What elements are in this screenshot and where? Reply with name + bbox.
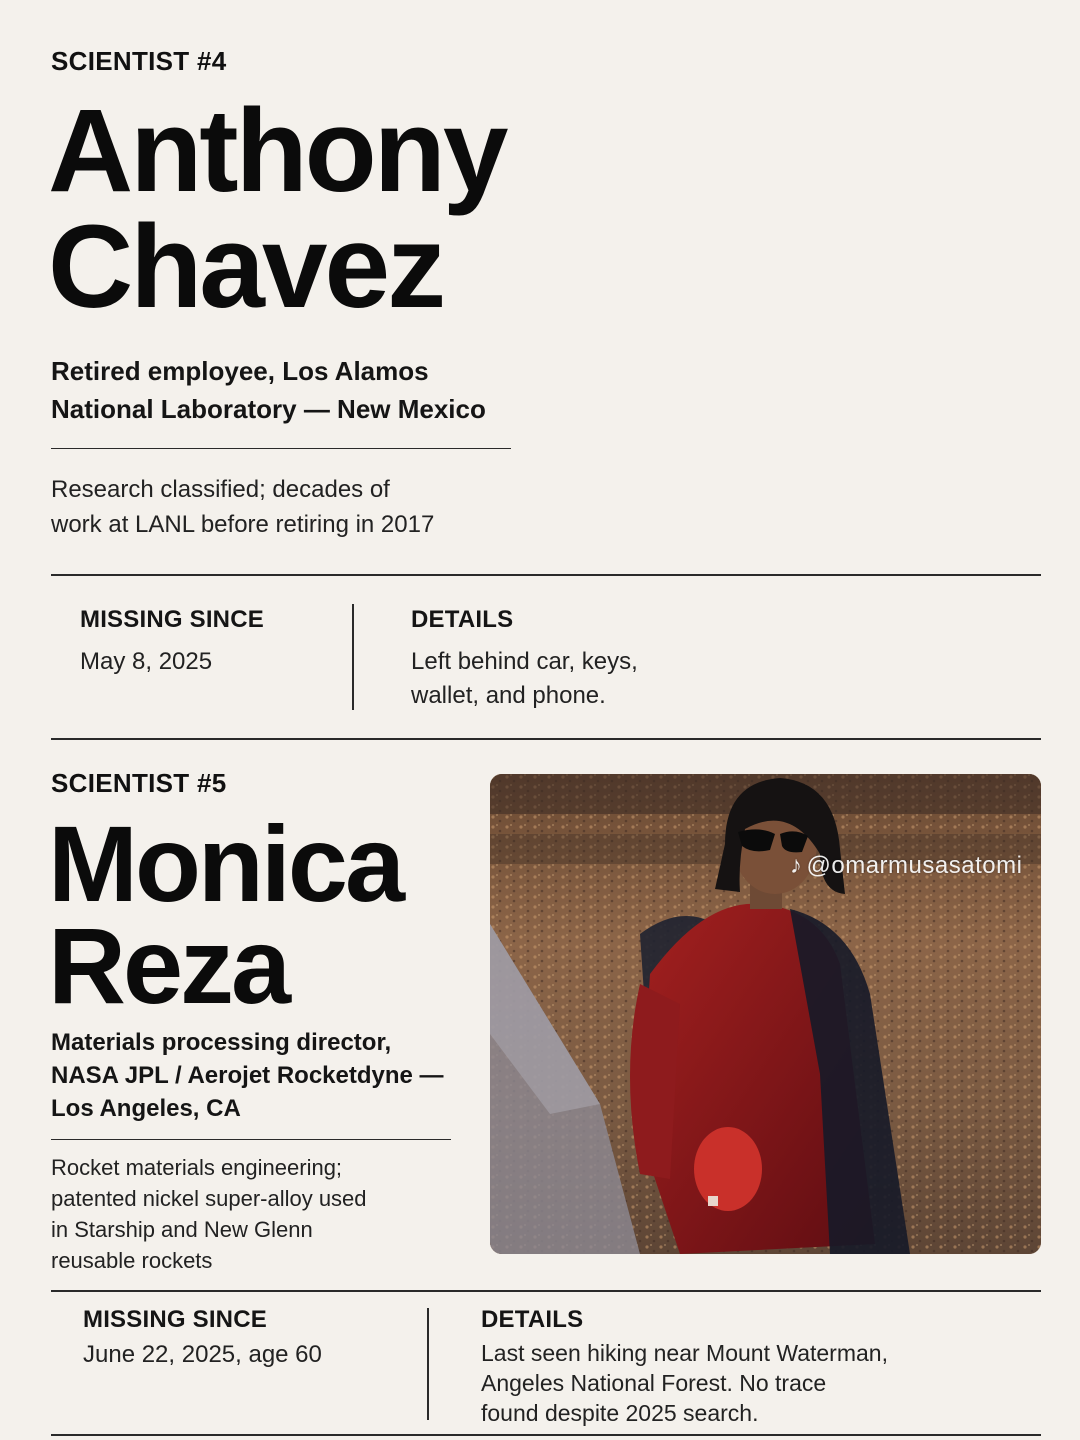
scientist-4-kicker: SCIENTIST #4	[51, 46, 227, 76]
scientist-5-details-line: found despite 2025 search.	[481, 1400, 759, 1426]
scientist-4-first-name: Anthony	[48, 85, 506, 217]
divider	[51, 574, 1041, 576]
scientist-4-role-line: Retired employee, Los Alamos	[51, 356, 429, 386]
divider	[51, 1139, 451, 1140]
scientist-5-summary-line: patented nickel super-alloy used	[51, 1186, 367, 1211]
scientist-5-role-line: NASA JPL / Aerojet Rocketdyne —	[51, 1062, 444, 1089]
tiktok-icon: ♪	[790, 852, 803, 879]
scientist-4-summary-line: work at LANL before retiring in 2017	[51, 511, 435, 538]
divider-vertical	[427, 1308, 429, 1420]
scientist-5-summary-line: reusable rockets	[51, 1248, 213, 1273]
scientist-5-photo	[490, 774, 1041, 1254]
scientist-5-details-line: Last seen hiking near Mount Waterman,	[481, 1340, 888, 1366]
scientist-4-details-line: wallet, and phone.	[411, 682, 606, 709]
scientist-5-role-line: Materials processing director,	[51, 1029, 392, 1056]
scientist-5-missing-value: June 22, 2025, age 60	[83, 1341, 322, 1368]
scientist-4-details	[411, 645, 1011, 713]
divider	[51, 738, 1041, 740]
divider	[51, 1290, 1041, 1292]
scientist-4-details-line: Left behind car, keys,	[411, 648, 638, 675]
watermark	[790, 852, 1022, 880]
scientist-5-summary	[51, 1152, 471, 1276]
scientist-4-role-line: National Laboratory — New Mexico	[51, 394, 486, 424]
scientist-5-first-name: Monica	[48, 803, 403, 924]
scientist-5-summary-line: in Starship and New Glenn	[51, 1217, 313, 1242]
scientist-5-details-line: Angeles National Forest. No trace	[481, 1370, 827, 1396]
scientist-4-summary	[51, 472, 531, 542]
scientist-5-summary-line: Rocket materials engineering;	[51, 1155, 343, 1180]
scientist-5-last-name: Reza	[48, 905, 289, 1026]
scientist-4-missing-value: May 8, 2025	[80, 648, 213, 675]
scientist-4-details-label: DETAILS	[411, 606, 514, 633]
scientist-5-details-label: DETAILS	[481, 1306, 584, 1333]
scientist-4-missing-label: MISSING SINCE	[80, 606, 264, 633]
scientist-5-role	[51, 1026, 471, 1125]
divider	[51, 1434, 1041, 1436]
divider-vertical	[352, 604, 354, 710]
scientist-5-role-line: Los Angeles, CA	[51, 1095, 241, 1122]
scientist-5-kicker: SCIENTIST #5	[51, 768, 227, 798]
scientist-5-missing-label: MISSING SINCE	[83, 1306, 267, 1333]
person-photo-icon	[490, 774, 1041, 1254]
divider	[51, 448, 511, 449]
scientist-4-last-name: Chavez	[48, 201, 444, 333]
scientist-5-details	[481, 1338, 1061, 1428]
watermark-handle: @omarmusasatomi	[806, 852, 1023, 879]
scientist-4-summary-line: Research classified; decades of	[51, 476, 390, 503]
scientist-4-role	[51, 352, 531, 428]
